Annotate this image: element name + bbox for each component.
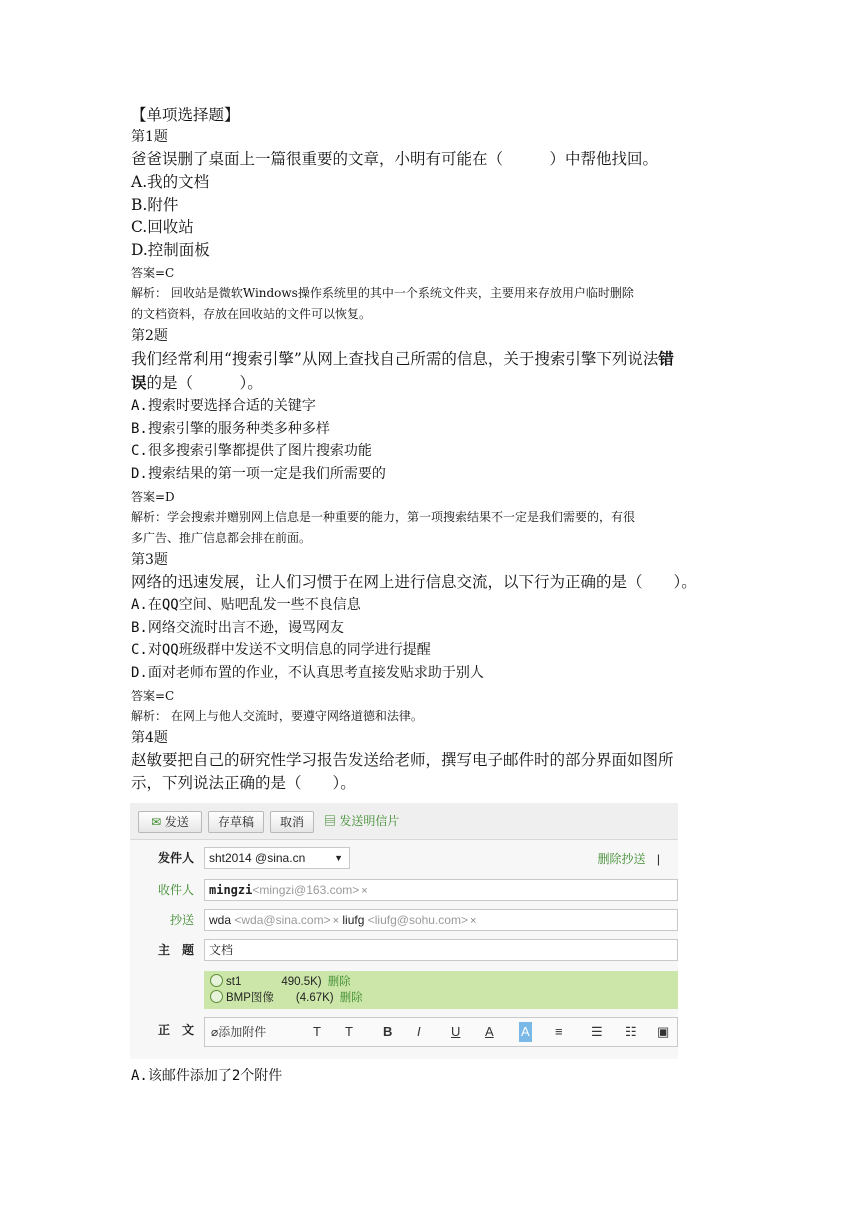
indent-icon[interactable]: ☷ [625, 1024, 637, 1039]
send-icon: ✉ [151, 815, 162, 829]
explanation: 多广告、推广信息都会排在前面。 [131, 531, 312, 545]
option: A.在QQ空间、贴吧乱发一些不良信息 [131, 597, 361, 613]
font-size-icon[interactable]: T [313, 1024, 321, 1039]
option: A.该邮件添加了2个附件 [131, 1068, 283, 1084]
option: C.对QQ班级群中发送不文明信息的同学进行提醒 [131, 642, 431, 658]
question-number: 第1题 [131, 129, 168, 145]
attachment-icon [210, 974, 223, 987]
question-number: 第4题 [131, 730, 168, 746]
body-label: 正 文 [157, 1023, 194, 1037]
option: B.附件 [131, 195, 179, 214]
cc-field[interactable]: wda <wda@sina.com> × liufg <liufg@sohu.com> × [204, 909, 678, 931]
subject-input[interactable]: 文档 [204, 939, 678, 961]
bold-icon[interactable]: B [383, 1024, 393, 1039]
close-icon[interactable]: × [361, 885, 368, 897]
question-stem: 示，下列说法正确的是（ ）。 [131, 774, 356, 792]
question-stem: 误的是（ ）。 [131, 373, 263, 392]
font-color-icon[interactable]: A [485, 1024, 494, 1039]
attachment-icon [210, 990, 223, 1003]
delete-cc-link[interactable]: 删除抄送 | [597, 852, 660, 866]
option: B.搜索引擎的服务种类多种多样 [131, 420, 330, 437]
answer: 答案=C [131, 689, 175, 703]
question-stem: 网络的迅速发展，让人们习惯于在网上进行信息交流，以下行为正确的是（ ）。 [131, 573, 697, 591]
option: A.搜索时要选择合适的关键字 [131, 398, 316, 414]
recipient-label: 收件人 [157, 883, 194, 897]
editor-toolbar [204, 1017, 678, 1047]
add-attachment-button[interactable]: ⌀添加附件 [211, 1025, 267, 1039]
cancel-button[interactable]: 取消 [270, 811, 314, 833]
align-icon[interactable]: ≡ [555, 1024, 563, 1039]
sender-select[interactable]: sht2014 @sina.cn ▼ [204, 847, 350, 869]
email-compose-figure [130, 803, 678, 1059]
send-button[interactable]: ✉ 发送 [138, 811, 202, 833]
attachment-item: st1 490.5K) 删除 [210, 974, 351, 990]
recipient-field[interactable]: mingzi<mingzi@163.com> × [204, 879, 678, 901]
cc-label: 抄送 [169, 913, 194, 927]
save-draft-button[interactable]: 存草稿 [208, 811, 264, 833]
image-icon[interactable]: ▣ [657, 1024, 670, 1039]
option: A.我的文档 [131, 173, 210, 191]
postcard-icon: ▤ [324, 814, 337, 828]
explanation: 解析： 回收站是微软Windows操作系统里的其中一个系统文件夹，主要用来存放用户临时删除 [131, 286, 634, 300]
question-number: 第3题 [131, 552, 168, 568]
attachment-item: BMP图像 (4.67K) 删除 [210, 990, 363, 1006]
explanation: 解析：学会搜索并赠别网上信息是一种重要的能力，第一项搜索结果不一定是我们需要的，有很 [131, 510, 636, 524]
option: D.面对老师布置的作业，不认真思考直接发贴求助于别人 [131, 664, 484, 681]
chevron-down-icon: ▼ [334, 853, 343, 863]
close-icon[interactable]: × [332, 915, 340, 927]
underline-icon[interactable]: U [451, 1024, 461, 1039]
option: C.回收站 [131, 218, 194, 236]
option: B.网络交流时出言不逊，谩骂网友 [131, 619, 344, 636]
close-icon[interactable]: × [469, 915, 477, 927]
document [131, 104, 731, 1088]
question-number: 第2题 [131, 328, 168, 344]
question-stem: 爸爸误删了桌面上一篇很重要的文章，小明有可能在（ ）中帮他找回。 [131, 150, 659, 168]
option: D.控制面板 [131, 240, 210, 259]
delete-attachment-link[interactable]: 删除 [327, 976, 351, 988]
answer: 答案=D [131, 490, 175, 504]
delete-attachment-link[interactable]: 删除 [339, 992, 363, 1004]
answer: 答案=C [131, 266, 175, 280]
question-stem: 我们经常利用“搜索引擎”从网上查找自己所需的信息，关于搜索引擎下列说法错 [131, 349, 674, 368]
send-postcard-link[interactable]: ▤ 发送明信片 [324, 814, 400, 828]
option: D.搜索结果的第一项一定是我们所需要的 [131, 465, 386, 482]
subject-label: 主 题 [157, 943, 194, 957]
sender-label: 发件人 [157, 851, 194, 865]
font-family-icon[interactable]: T [345, 1024, 353, 1039]
explanation: 的文档资料，存放在回收站的文件可以恢复。 [131, 307, 372, 321]
paperclip-icon: ⌀ [211, 1025, 219, 1039]
option: C.很多搜索引擎都提供了图片搜索功能 [131, 443, 372, 459]
mail-toolbar [130, 803, 678, 840]
explanation: 解析： 在网上与他人交流时，要遵守网络道德和法律。 [131, 709, 423, 723]
italic-icon[interactable]: I [417, 1024, 421, 1039]
question-stem: 赵敏要把自己的研究性学习报告发送给老师，撰写电子邮件时的部分界面如图所 [131, 751, 674, 769]
highlight-icon[interactable]: A [519, 1022, 532, 1042]
attachment-list [204, 971, 678, 1009]
section-title: 【单项选择题】 [131, 106, 240, 124]
list-icon[interactable]: ☰ [591, 1024, 603, 1039]
